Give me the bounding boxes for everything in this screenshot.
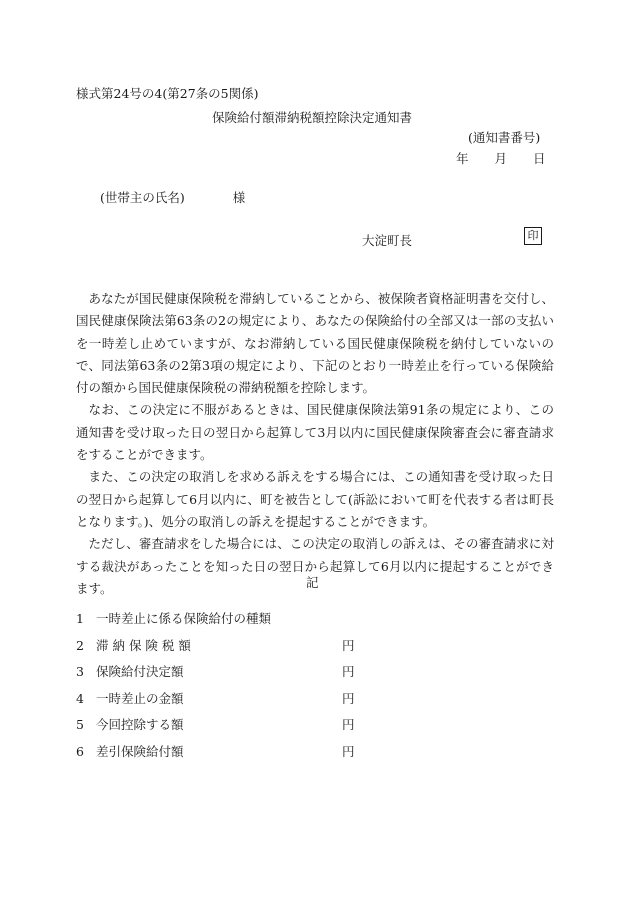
- list-item: [76, 611, 376, 638]
- notice-number: (通知書番号): [468, 130, 541, 145]
- date-year: 年: [456, 151, 469, 166]
- issuer-name: 大淀町長: [362, 233, 413, 248]
- item-label: 差引保険給付額: [96, 743, 184, 759]
- addressee-label: (世帯主の氏名): [100, 190, 185, 205]
- item-number: 3: [76, 664, 84, 679]
- item-unit: 円: [342, 637, 355, 653]
- list-item: [76, 717, 376, 744]
- paragraph-proviso: ただし、審査請求をした場合には、この決定の取消しの訴えは、その審査請求に対する裁決があったことを知った日の翌日から起算して6月以内に提起することができます。: [76, 536, 554, 596]
- item-label: 一時差止に係る保険給付の種類: [96, 611, 272, 626]
- item-unit: 円: [342, 743, 355, 759]
- item-number: 6: [76, 743, 84, 759]
- addressee-honorific: 様: [232, 190, 246, 205]
- date-month: 月: [494, 151, 508, 166]
- item-number: 2: [76, 637, 84, 653]
- date-line: [456, 149, 546, 167]
- paragraph-lawsuit: また、この決定の取消しを求める訴えをする場合には、この通知書を受け取った日の翌日から起算して6月以内に、町を被告として(訴訟において町を代表する者は町長となります。)、処分の取消しの訴えを提起することができます。: [76, 469, 554, 529]
- item-label: 保険給付決定額: [96, 664, 184, 679]
- list-item: [76, 638, 376, 665]
- item-number: 5: [76, 717, 84, 732]
- item-number: 4: [76, 690, 84, 706]
- form-number: 様式第24号の4(第27条の5関係): [76, 86, 259, 101]
- item-unit: 円: [342, 690, 355, 706]
- item-unit: 円: [342, 664, 355, 679]
- date-day: 日: [533, 151, 546, 166]
- item-label: 一時差止の金額: [96, 690, 184, 706]
- document-title: 保険給付額滞納税額控除決定通知書: [212, 110, 413, 125]
- item-label: 今回控除する額: [96, 717, 184, 732]
- seal-mark: 印: [524, 227, 542, 245]
- item-list: [76, 611, 376, 770]
- notice-body: [76, 288, 554, 600]
- list-item: [76, 744, 376, 771]
- item-unit: 円: [342, 717, 355, 732]
- item-number: 1: [76, 611, 84, 626]
- ki-heading: 記: [306, 575, 319, 590]
- paragraph-appeal: なお、この決定に不服があるときは、国民健康保険法第91条の規定により、この通知書を受け取った日の翌日から起算して3月以内に国民健康保険審査会に審査請求をすることができます。: [76, 402, 554, 463]
- paragraph-main: あなたが国民健康保険税を滞納していることから、被保険者資格証明書を交付し、国民健康保険法第63条の2の規定により、あなたの保険給付の全部又は一部の支払いを一時差し止めていますが、なお滞納している国民健康保険税を納付していないので、同法第63条の2第3項の規定により、下記のとおり一時差止を行っている保険給付の額から国民健康保険税の滞納税額を控除します。: [76, 291, 554, 396]
- list-item: [76, 691, 376, 718]
- item-label: 滞 納 保 険 税 額: [96, 637, 191, 653]
- list-item: [76, 664, 376, 691]
- addressee: [100, 188, 245, 206]
